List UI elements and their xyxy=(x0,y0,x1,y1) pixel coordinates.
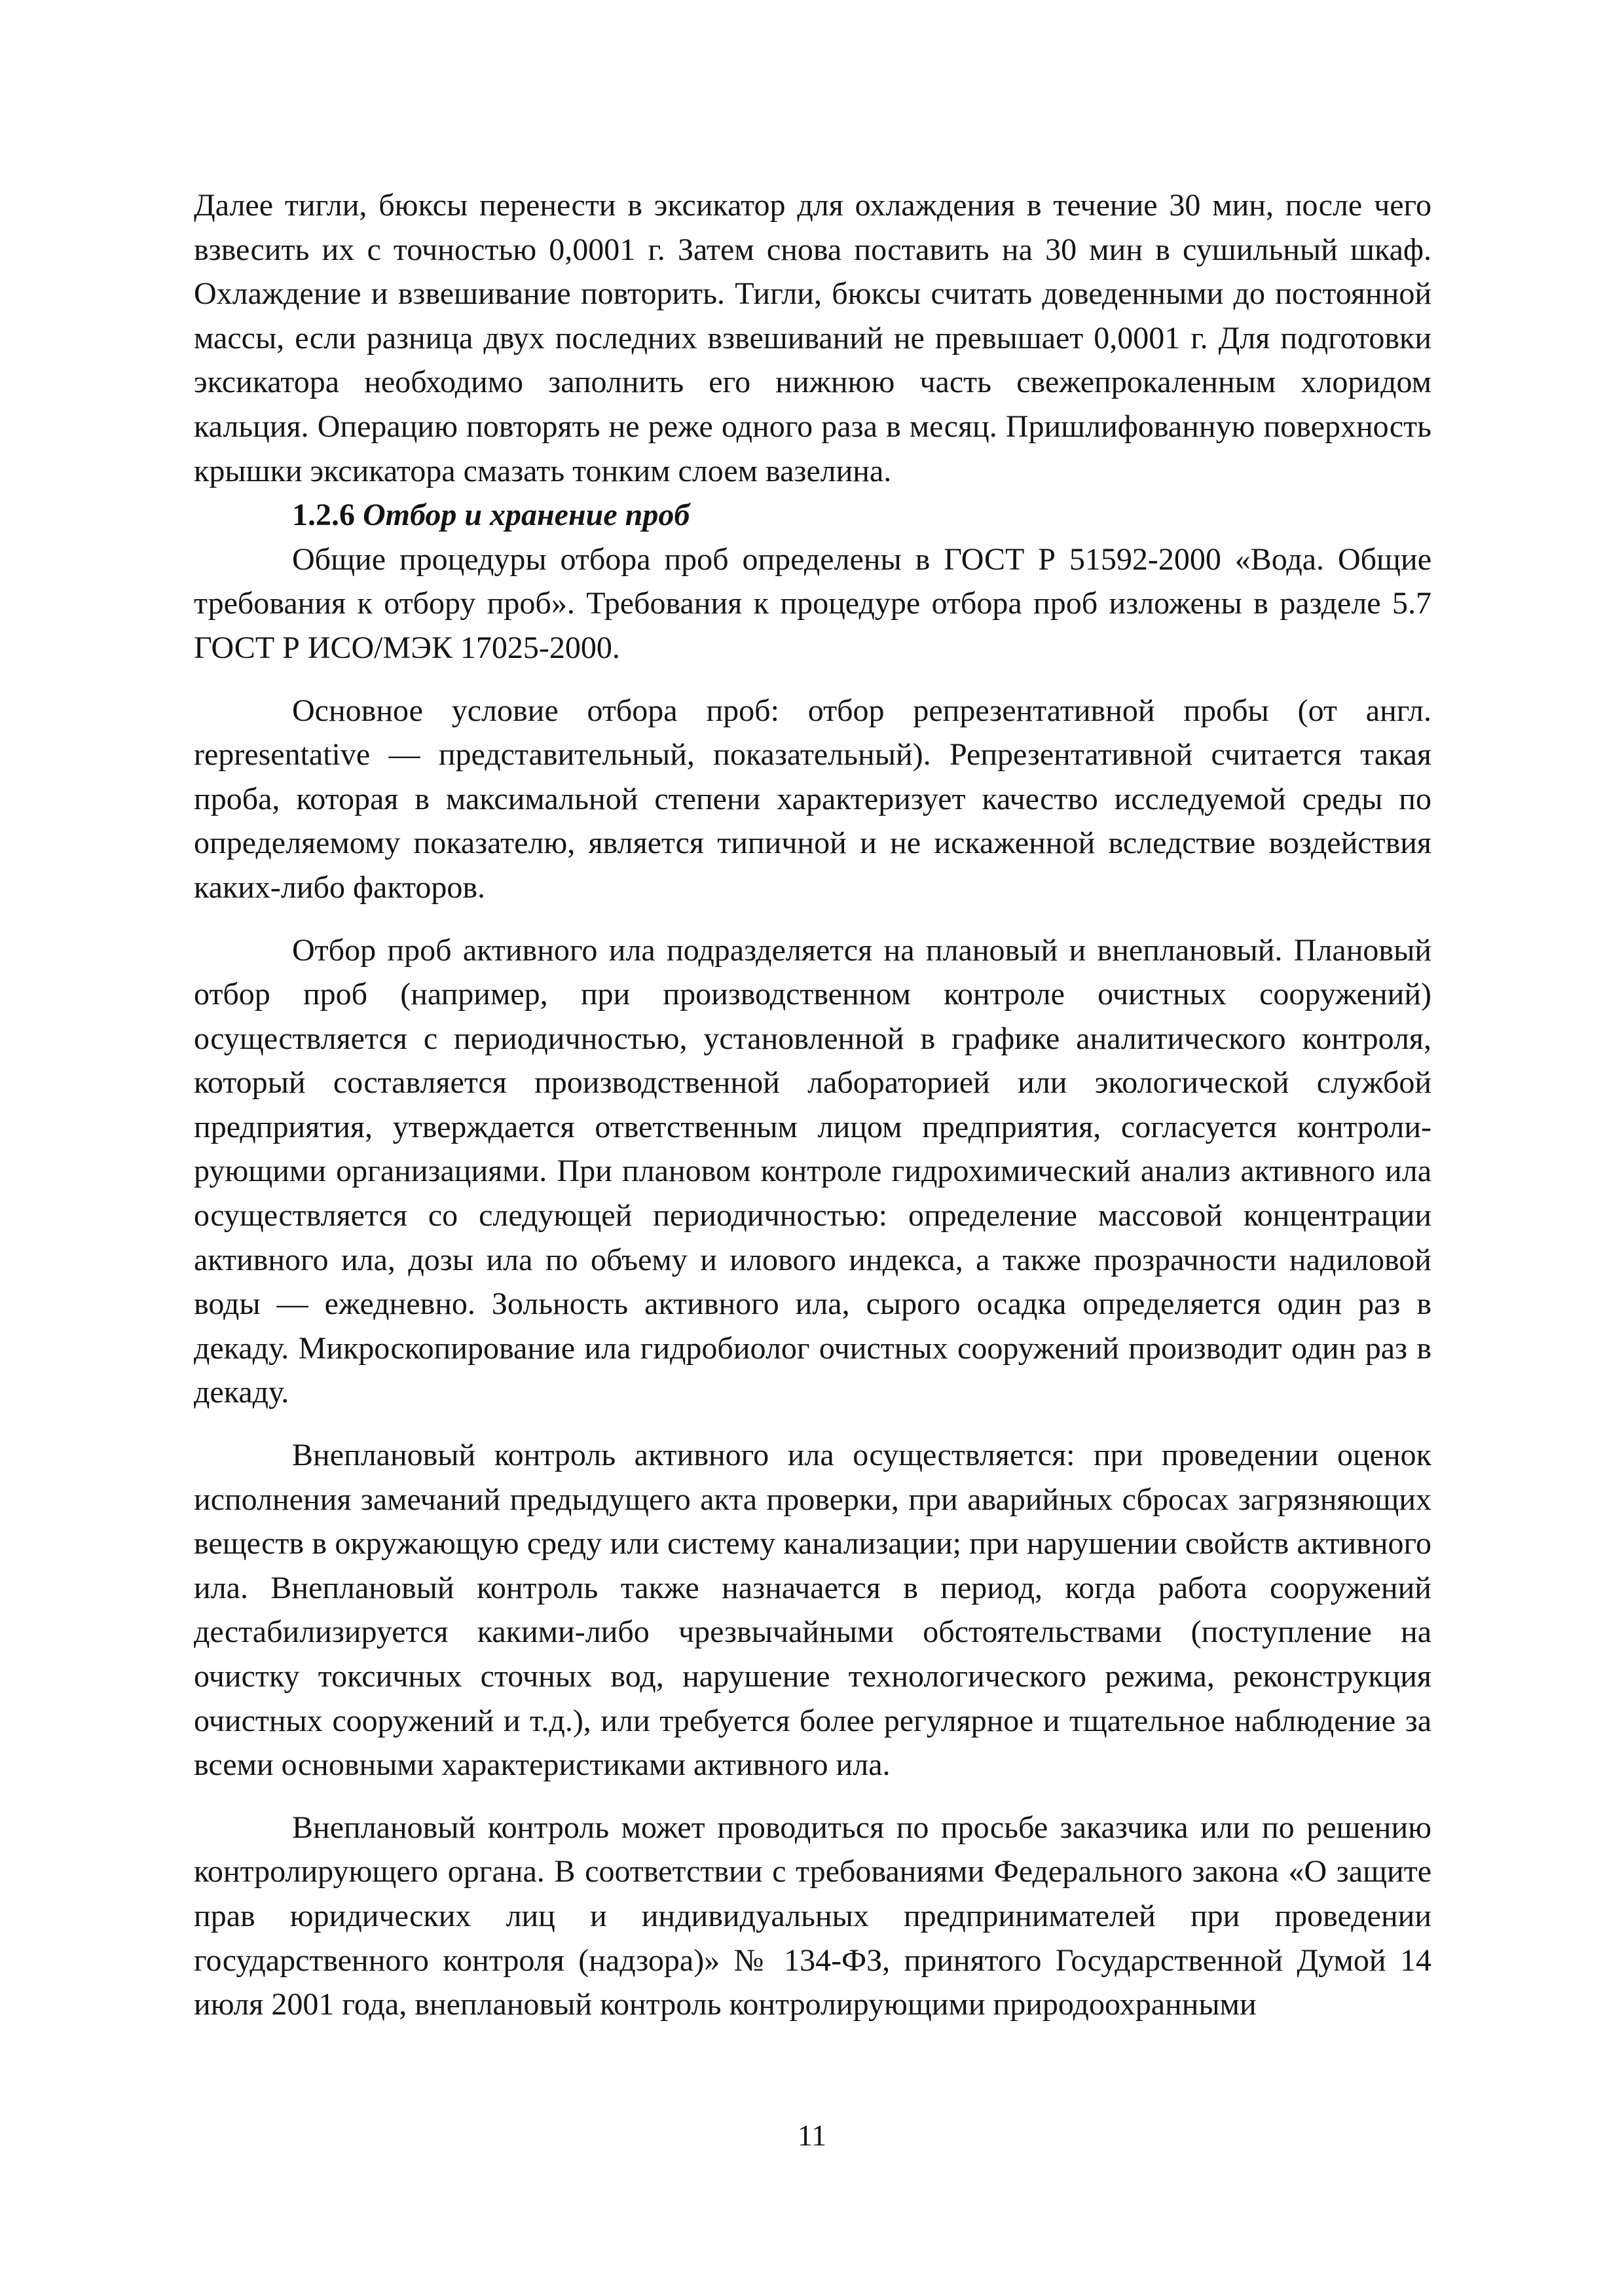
paragraph-gost-procedures: Общие процедуры отбора проб определены в ГОСТ Р 51592-2000 «Вода. Общие требования к отбору проб». Требования к процедуре отбора проб изложены в разделе 5.7 ГОСТ Р ИСО/МЭК 17025-2000. xyxy=(194,541,1431,665)
page-number: 11 xyxy=(797,2119,827,2152)
paragraph-unplanned-control: Внеплановый контроль активного ила осуществляется: при проведении оценок исполнения замечаний предыдущего акта проверки, при аварийных сбросах загрязняющих веществ в окружающую среду или систему канализации; при нарушении свойств активного ила. Внеплановый контроль также назначается в период, когда работа сооружений дестабилизируется какими-либо чрезвычайными обстоятельствами (поступление на очистку токсичных сточных вод, нарушение технологического режима, реконструкция очистных сооружений и т.д.), или требуется более регулярное и тщательное наблюдение за всеми основными характеристиками активного ила. xyxy=(194,1438,1431,1783)
paragraph-unplanned-request: Внеплановый контроль может проводиться по просьбе заказчика или по решению контролирующего органа. В соответствии с требованиями Федерального закона «О защите прав юридических лиц и индивидуальных предпринимателей при проведении государственного контроля (надзора)» № 134-ФЗ, принятого Государственной Думой 14 июля 2001 года, внеплановый контроль контролирующими природоохранными xyxy=(194,1810,1431,2022)
section-heading xyxy=(194,493,1431,538)
paragraph-desiccator-procedure: Далее тигли, бюксы перенести в эксикатор для охлаждения в течение 30 мин, после чего взвесить их с точностью 0,0001 г. Затем снова поставить на 30 мин в сушильный шкаф. Охлаждение и взвешивание повторить. Тигли, бюксы считать доведенными до постоянной массы, если разница двух последних взвешиваний не превышает 0,0001 г. Для подготовки эксикатора необходимо заполнить его нижнюю часть свежепрокаленным хлоридом кальция. Операцию повторять не реже одного раза в месяц. Пришлифованную поверхность крышки эксикатора смазать тонким слоем вазелина. xyxy=(194,188,1431,488)
section-number: 1.2.6 xyxy=(292,498,355,533)
paragraph-planned-sampling: Отбор проб активного ила подразделяется на плановый и внеплановый. Плановый отбор проб (например, при производственном контроле очистных сооружений) осуществляется с периодичностью, установленной в графике аналитического контроля, который составляется производственной лабораторией или экологической службой предприятия, утверждается ответственным лицом предприятия, согласуется контролирующими организациями. При плановом контроле гидрохимический анализ активного ила осуществляется со следующей периодичностью: определение массовой концентрации активного ила, дозы ила по объему и илового индекса, а также прозрачности надиловой воды — ежедневно. Зольность активного ила, сырого осадка определяется один раз в декаду. Микроскопирование ила гидробиолог очистных сооружений производит один раз в декаду. xyxy=(194,932,1431,1410)
paragraph-representative-sample: Основное условие отбора проб: отбор репрезентативной пробы (от англ. representative — представительный, показательный). Репрезентативной считается такая проба, которая в максимальной степени характеризует качество исследуемой среды по определяемому показателю, является типичной и не искаженной вследствие воздействия каких-либо факторов. xyxy=(194,693,1431,905)
body-text xyxy=(194,183,1431,2027)
section-title: Отбор и хранение проб xyxy=(363,498,690,533)
